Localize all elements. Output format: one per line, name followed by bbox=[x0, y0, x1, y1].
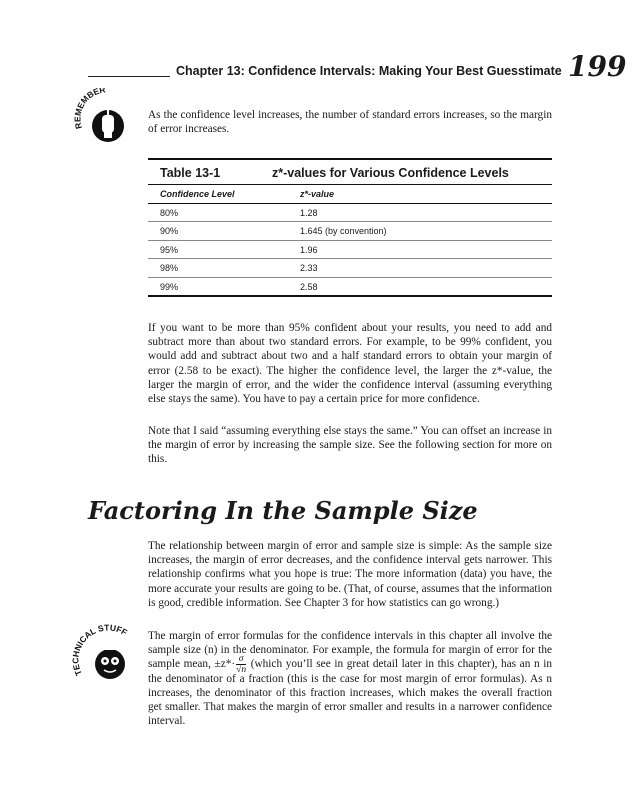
table-row bbox=[148, 241, 552, 260]
chapter-header: Chapter 13: Confidence Intervals: Making Your Best Guesstimate bbox=[176, 64, 562, 78]
z-values-table bbox=[148, 158, 552, 297]
paragraph-confidence: If you want to be more than 95% confident about your results, you need to add and subtract more than about two standard errors. For example, to be 99% confident, you would add and subtract about two and a half standard errors to obtain your margin of error (2.58 to be exact). The higher the confidence level, the larger the z*-value, the larger the margin of error, and the wider the confidence interval (assuming everything else stays the same). You have to pay a certain price for more confidence. bbox=[148, 322, 552, 406]
table-number: Table 13-1 bbox=[160, 166, 221, 180]
zvalue-cell: 1.28 bbox=[300, 207, 318, 218]
confidence-cell: 98% bbox=[160, 263, 179, 273]
zvalue-cell: 1.96 bbox=[300, 244, 318, 255]
zvalue-cell: 2.58 bbox=[300, 281, 318, 292]
confidence-cell: 95% bbox=[160, 244, 179, 255]
table-title: z*-values for Various Confidence Levels bbox=[272, 166, 509, 180]
table-row bbox=[148, 259, 552, 278]
table-row bbox=[148, 278, 552, 298]
column-header-confidence: Confidence Level bbox=[160, 189, 235, 199]
paragraph-offset: Note that I said “assuming everything else stays the same.” You can offset an increase in the margin of error by increasing the sample size. See the following section for more on this. bbox=[148, 425, 552, 466]
margin-of-error-formula bbox=[214, 654, 248, 676]
column-header-zvalue: z*-value bbox=[300, 189, 335, 199]
formula-denominator: √n bbox=[236, 665, 247, 676]
technical-text bbox=[148, 629, 552, 728]
table-header-row bbox=[148, 185, 552, 204]
technical-text-a: The margin of error formulas for the confidence intervals in this chapter all involve the sample size (n) in the denominator. For example, the formula for margin of error for the sample mean, bbox=[148, 630, 552, 671]
remember-icon bbox=[74, 88, 140, 150]
technical-stuff-icon bbox=[72, 620, 142, 690]
section-title: Factoring In the Sample Size bbox=[88, 496, 478, 525]
technical-icon-label: T NICAL STUFF bbox=[72, 622, 130, 678]
zvalue-cell: 1.645 (by convention) bbox=[300, 226, 387, 236]
remember-icon-label: EMBER bbox=[74, 88, 107, 111]
remember-text: As the confidence level increases, the number of standard errors increases, so the margin of error increases. bbox=[148, 109, 552, 136]
zvalue-cell: 2.33 bbox=[300, 263, 318, 273]
technical-text-b: (which you’ll see in great detail later in this chapter), has an n in the denominator of a fraction (this is the case for most margin of error formulas). As n increases, the denominator of this fraction increases, which makes the overall fraction get smaller. That makes the margin of error smaller and results in a narrower confidence interval. bbox=[148, 658, 552, 728]
paragraph-sample-size: The relationship between margin of error and sample size is simple: As the sample size increases, the margin of error decreases, and the confidence interval gets narrower. This relationship confirms what you hope is true: The more information (data) you have, the more accurate your results are going to be. (That, of course, assumes that the information is good, credible information. See Chapter 3 for how statistics can go wrong.) bbox=[148, 540, 552, 609]
formula-numerator: σ bbox=[236, 654, 246, 665]
header-rule bbox=[88, 76, 170, 77]
table-caption bbox=[148, 160, 552, 185]
confidence-cell: 99% bbox=[160, 281, 179, 292]
table-row bbox=[148, 222, 552, 241]
table-row bbox=[148, 204, 552, 223]
page-number: 199 bbox=[568, 50, 627, 83]
confidence-cell: 80% bbox=[160, 207, 179, 218]
formula-prefix: ±z*· bbox=[214, 658, 236, 671]
confidence-cell: 90% bbox=[160, 226, 179, 236]
